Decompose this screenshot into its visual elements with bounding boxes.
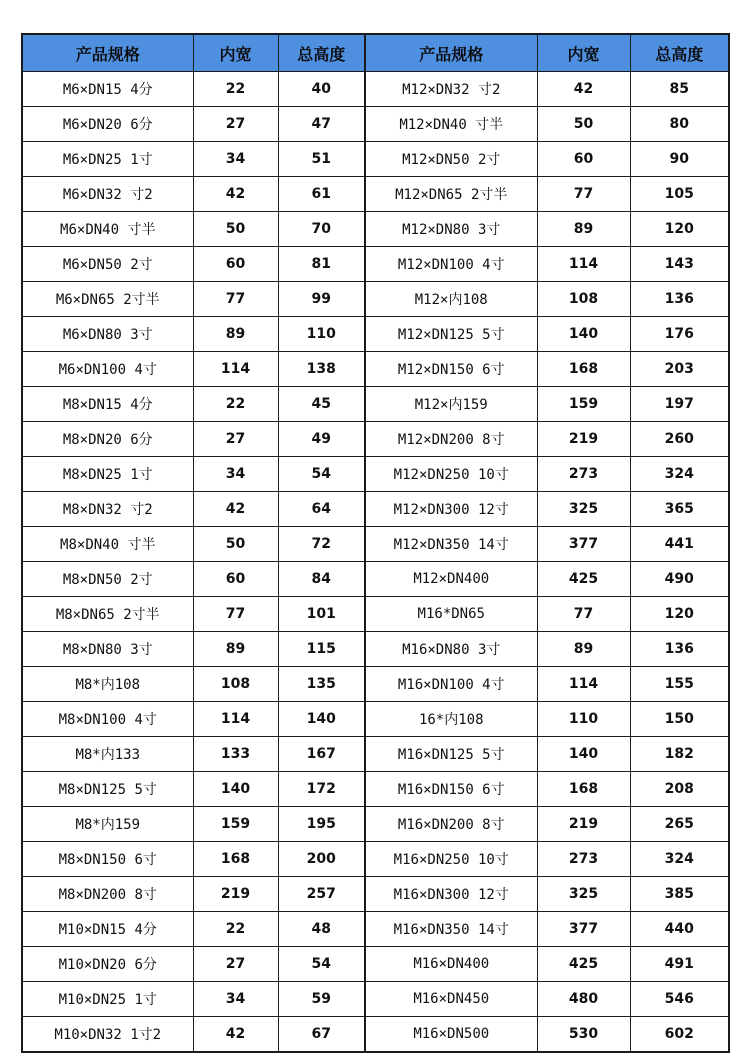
cell-spec-left: M6×DN25 1寸 bbox=[22, 142, 193, 177]
header-spec-left: 产品规格 bbox=[22, 34, 193, 72]
cell-width-right: 530 bbox=[537, 1017, 630, 1053]
cell-spec-right: M12×内159 bbox=[365, 387, 537, 422]
cell-width-left: 34 bbox=[193, 457, 278, 492]
table-row bbox=[22, 387, 729, 422]
cell-width-left: 60 bbox=[193, 562, 278, 597]
cell-spec-left: M8*内108 bbox=[22, 667, 193, 702]
cell-height-left: 195 bbox=[278, 807, 365, 842]
cell-spec-left: M10×DN15 4分 bbox=[22, 912, 193, 947]
table-body bbox=[22, 72, 729, 1053]
cell-width-left: 34 bbox=[193, 982, 278, 1017]
cell-width-left: 27 bbox=[193, 422, 278, 457]
cell-spec-left: M8×DN100 4寸 bbox=[22, 702, 193, 737]
cell-height-right: 150 bbox=[630, 702, 729, 737]
cell-width-left: 42 bbox=[193, 492, 278, 527]
table-row bbox=[22, 982, 729, 1017]
cell-width-right: 425 bbox=[537, 562, 630, 597]
table-row bbox=[22, 632, 729, 667]
table-row bbox=[22, 177, 729, 212]
cell-height-left: 84 bbox=[278, 562, 365, 597]
cell-spec-right: M12×内108 bbox=[365, 282, 537, 317]
cell-width-right: 114 bbox=[537, 667, 630, 702]
header-row bbox=[22, 34, 729, 72]
cell-spec-right: M12×DN150 6寸 bbox=[365, 352, 537, 387]
cell-width-right: 114 bbox=[537, 247, 630, 282]
cell-width-right: 377 bbox=[537, 912, 630, 947]
cell-width-left: 50 bbox=[193, 212, 278, 247]
cell-width-right: 50 bbox=[537, 107, 630, 142]
cell-width-right: 273 bbox=[537, 457, 630, 492]
cell-width-left: 42 bbox=[193, 177, 278, 212]
cell-width-right: 89 bbox=[537, 212, 630, 247]
cell-spec-left: M6×DN40 寸半 bbox=[22, 212, 193, 247]
cell-spec-right: M16×DN500 bbox=[365, 1017, 537, 1053]
cell-height-right: 85 bbox=[630, 72, 729, 107]
cell-width-left: 60 bbox=[193, 247, 278, 282]
cell-width-right: 77 bbox=[537, 597, 630, 632]
cell-spec-right: M12×DN100 4寸 bbox=[365, 247, 537, 282]
cell-height-left: 47 bbox=[278, 107, 365, 142]
cell-width-right: 140 bbox=[537, 737, 630, 772]
cell-width-right: 110 bbox=[537, 702, 630, 737]
cell-spec-left: M8×DN40 寸半 bbox=[22, 527, 193, 562]
cell-width-right: 219 bbox=[537, 422, 630, 457]
cell-width-left: 219 bbox=[193, 877, 278, 912]
cell-width-left: 114 bbox=[193, 352, 278, 387]
cell-height-right: 441 bbox=[630, 527, 729, 562]
cell-width-left: 89 bbox=[193, 632, 278, 667]
cell-width-left: 168 bbox=[193, 842, 278, 877]
table-row bbox=[22, 842, 729, 877]
cell-height-left: 257 bbox=[278, 877, 365, 912]
cell-spec-right: M16×DN350 14寸 bbox=[365, 912, 537, 947]
cell-spec-right: M12×DN200 8寸 bbox=[365, 422, 537, 457]
cell-spec-right: M12×DN32 寸2 bbox=[365, 72, 537, 107]
cell-height-right: 120 bbox=[630, 212, 729, 247]
cell-spec-left: M8×DN125 5寸 bbox=[22, 772, 193, 807]
cell-width-right: 60 bbox=[537, 142, 630, 177]
cell-height-right: 385 bbox=[630, 877, 729, 912]
cell-width-right: 425 bbox=[537, 947, 630, 982]
cell-spec-right: M16×DN250 10寸 bbox=[365, 842, 537, 877]
table-row bbox=[22, 597, 729, 632]
cell-width-left: 133 bbox=[193, 737, 278, 772]
header-spec-right: 产品规格 bbox=[365, 34, 537, 72]
cell-height-right: 136 bbox=[630, 282, 729, 317]
table-row bbox=[22, 247, 729, 282]
cell-width-left: 114 bbox=[193, 702, 278, 737]
cell-spec-left: M8*内159 bbox=[22, 807, 193, 842]
cell-spec-left: M8*内133 bbox=[22, 737, 193, 772]
cell-height-right: 546 bbox=[630, 982, 729, 1017]
cell-spec-left: M8×DN32 寸2 bbox=[22, 492, 193, 527]
header-height-left: 总高度 bbox=[278, 34, 365, 72]
cell-height-left: 140 bbox=[278, 702, 365, 737]
cell-spec-left: M6×DN15 4分 bbox=[22, 72, 193, 107]
table-row bbox=[22, 282, 729, 317]
cell-spec-left: M6×DN100 4寸 bbox=[22, 352, 193, 387]
cell-width-left: 77 bbox=[193, 597, 278, 632]
cell-height-right: 491 bbox=[630, 947, 729, 982]
table-row bbox=[22, 562, 729, 597]
cell-width-right: 140 bbox=[537, 317, 630, 352]
cell-height-right: 602 bbox=[630, 1017, 729, 1053]
cell-height-right: 120 bbox=[630, 597, 729, 632]
cell-spec-left: M6×DN20 6分 bbox=[22, 107, 193, 142]
cell-width-right: 168 bbox=[537, 772, 630, 807]
table-row bbox=[22, 1017, 729, 1053]
cell-width-left: 22 bbox=[193, 72, 278, 107]
cell-width-left: 89 bbox=[193, 317, 278, 352]
cell-spec-left: M8×DN20 6分 bbox=[22, 422, 193, 457]
header-width-left: 内宽 bbox=[193, 34, 278, 72]
cell-height-left: 99 bbox=[278, 282, 365, 317]
cell-width-left: 27 bbox=[193, 107, 278, 142]
cell-height-left: 40 bbox=[278, 72, 365, 107]
cell-height-left: 110 bbox=[278, 317, 365, 352]
cell-spec-left: M8×DN15 4分 bbox=[22, 387, 193, 422]
table-row bbox=[22, 142, 729, 177]
cell-width-left: 50 bbox=[193, 527, 278, 562]
cell-spec-right: M12×DN50 2寸 bbox=[365, 142, 537, 177]
cell-spec-right: M16×DN80 3寸 bbox=[365, 632, 537, 667]
cell-spec-left: M8×DN200 8寸 bbox=[22, 877, 193, 912]
cell-spec-left: M8×DN80 3寸 bbox=[22, 632, 193, 667]
cell-height-left: 81 bbox=[278, 247, 365, 282]
cell-spec-right: M12×DN65 2寸半 bbox=[365, 177, 537, 212]
cell-height-right: 440 bbox=[630, 912, 729, 947]
cell-height-left: 101 bbox=[278, 597, 365, 632]
cell-width-left: 42 bbox=[193, 1017, 278, 1053]
table-row bbox=[22, 527, 729, 562]
cell-spec-right: M16×DN450 bbox=[365, 982, 537, 1017]
table-row bbox=[22, 702, 729, 737]
cell-width-right: 77 bbox=[537, 177, 630, 212]
cell-height-left: 64 bbox=[278, 492, 365, 527]
cell-height-right: 176 bbox=[630, 317, 729, 352]
cell-height-right: 143 bbox=[630, 247, 729, 282]
cell-width-left: 140 bbox=[193, 772, 278, 807]
table-row bbox=[22, 877, 729, 912]
cell-height-left: 167 bbox=[278, 737, 365, 772]
cell-width-left: 77 bbox=[193, 282, 278, 317]
cell-width-right: 325 bbox=[537, 877, 630, 912]
table-row bbox=[22, 107, 729, 142]
table-row bbox=[22, 772, 729, 807]
cell-height-left: 61 bbox=[278, 177, 365, 212]
cell-height-left: 45 bbox=[278, 387, 365, 422]
cell-spec-right: M16×DN400 bbox=[365, 947, 537, 982]
cell-height-right: 105 bbox=[630, 177, 729, 212]
cell-height-left: 70 bbox=[278, 212, 365, 247]
cell-spec-right: M12×DN400 bbox=[365, 562, 537, 597]
table-row bbox=[22, 72, 729, 107]
cell-height-right: 324 bbox=[630, 842, 729, 877]
cell-width-right: 108 bbox=[537, 282, 630, 317]
cell-spec-right: M16×DN150 6寸 bbox=[365, 772, 537, 807]
table-row bbox=[22, 422, 729, 457]
cell-height-left: 115 bbox=[278, 632, 365, 667]
cell-height-right: 80 bbox=[630, 107, 729, 142]
cell-spec-left: M10×DN20 6分 bbox=[22, 947, 193, 982]
cell-spec-right: M12×DN40 寸半 bbox=[365, 107, 537, 142]
cell-width-right: 273 bbox=[537, 842, 630, 877]
cell-height-left: 138 bbox=[278, 352, 365, 387]
cell-width-right: 159 bbox=[537, 387, 630, 422]
cell-spec-right: M16*DN65 bbox=[365, 597, 537, 632]
cell-width-right: 480 bbox=[537, 982, 630, 1017]
cell-spec-left: M6×DN65 2寸半 bbox=[22, 282, 193, 317]
cell-height-left: 48 bbox=[278, 912, 365, 947]
cell-width-right: 42 bbox=[537, 72, 630, 107]
cell-width-left: 108 bbox=[193, 667, 278, 702]
cell-height-left: 172 bbox=[278, 772, 365, 807]
cell-spec-left: M6×DN50 2寸 bbox=[22, 247, 193, 282]
cell-height-right: 365 bbox=[630, 492, 729, 527]
cell-spec-right: M12×DN250 10寸 bbox=[365, 457, 537, 492]
table-row bbox=[22, 667, 729, 702]
cell-height-left: 59 bbox=[278, 982, 365, 1017]
cell-spec-right: M12×DN350 14寸 bbox=[365, 527, 537, 562]
cell-spec-left: M6×DN32 寸2 bbox=[22, 177, 193, 212]
table-row bbox=[22, 737, 729, 772]
cell-spec-left: M8×DN50 2寸 bbox=[22, 562, 193, 597]
cell-height-right: 136 bbox=[630, 632, 729, 667]
cell-spec-left: M10×DN32 1寸2 bbox=[22, 1017, 193, 1053]
cell-spec-right: 16*内108 bbox=[365, 702, 537, 737]
table-row bbox=[22, 807, 729, 842]
cell-height-right: 155 bbox=[630, 667, 729, 702]
cell-height-right: 203 bbox=[630, 352, 729, 387]
cell-width-right: 377 bbox=[537, 527, 630, 562]
cell-width-left: 27 bbox=[193, 947, 278, 982]
cell-height-right: 490 bbox=[630, 562, 729, 597]
table-header bbox=[22, 34, 729, 72]
spec-table bbox=[21, 33, 730, 1053]
cell-width-right: 89 bbox=[537, 632, 630, 667]
table-row bbox=[22, 317, 729, 352]
cell-spec-right: M12×DN80 3寸 bbox=[365, 212, 537, 247]
cell-height-right: 260 bbox=[630, 422, 729, 457]
cell-spec-right: M16×DN100 4寸 bbox=[365, 667, 537, 702]
cell-spec-right: M16×DN125 5寸 bbox=[365, 737, 537, 772]
cell-spec-left: M6×DN80 3寸 bbox=[22, 317, 193, 352]
cell-spec-left: M8×DN25 1寸 bbox=[22, 457, 193, 492]
cell-height-right: 90 bbox=[630, 142, 729, 177]
cell-height-left: 51 bbox=[278, 142, 365, 177]
cell-width-left: 159 bbox=[193, 807, 278, 842]
table-row bbox=[22, 212, 729, 247]
cell-width-left: 22 bbox=[193, 912, 278, 947]
table-row bbox=[22, 947, 729, 982]
cell-height-left: 200 bbox=[278, 842, 365, 877]
cell-spec-right: M16×DN200 8寸 bbox=[365, 807, 537, 842]
cell-height-right: 265 bbox=[630, 807, 729, 842]
cell-height-right: 324 bbox=[630, 457, 729, 492]
cell-spec-left: M10×DN25 1寸 bbox=[22, 982, 193, 1017]
cell-height-left: 135 bbox=[278, 667, 365, 702]
table-row bbox=[22, 912, 729, 947]
cell-height-right: 208 bbox=[630, 772, 729, 807]
cell-height-left: 49 bbox=[278, 422, 365, 457]
header-width-right: 内宽 bbox=[537, 34, 630, 72]
cell-width-right: 168 bbox=[537, 352, 630, 387]
cell-width-right: 325 bbox=[537, 492, 630, 527]
header-height-right: 总高度 bbox=[630, 34, 729, 72]
table-row bbox=[22, 352, 729, 387]
cell-width-right: 219 bbox=[537, 807, 630, 842]
table-row bbox=[22, 492, 729, 527]
cell-spec-right: M12×DN300 12寸 bbox=[365, 492, 537, 527]
cell-spec-right: M12×DN125 5寸 bbox=[365, 317, 537, 352]
table-row bbox=[22, 457, 729, 492]
cell-width-left: 22 bbox=[193, 387, 278, 422]
cell-height-right: 182 bbox=[630, 737, 729, 772]
cell-height-left: 54 bbox=[278, 947, 365, 982]
cell-spec-left: M8×DN150 6寸 bbox=[22, 842, 193, 877]
cell-height-left: 67 bbox=[278, 1017, 365, 1053]
cell-spec-left: M8×DN65 2寸半 bbox=[22, 597, 193, 632]
cell-height-left: 72 bbox=[278, 527, 365, 562]
cell-spec-right: M16×DN300 12寸 bbox=[365, 877, 537, 912]
cell-height-right: 197 bbox=[630, 387, 729, 422]
cell-width-left: 34 bbox=[193, 142, 278, 177]
cell-height-left: 54 bbox=[278, 457, 365, 492]
